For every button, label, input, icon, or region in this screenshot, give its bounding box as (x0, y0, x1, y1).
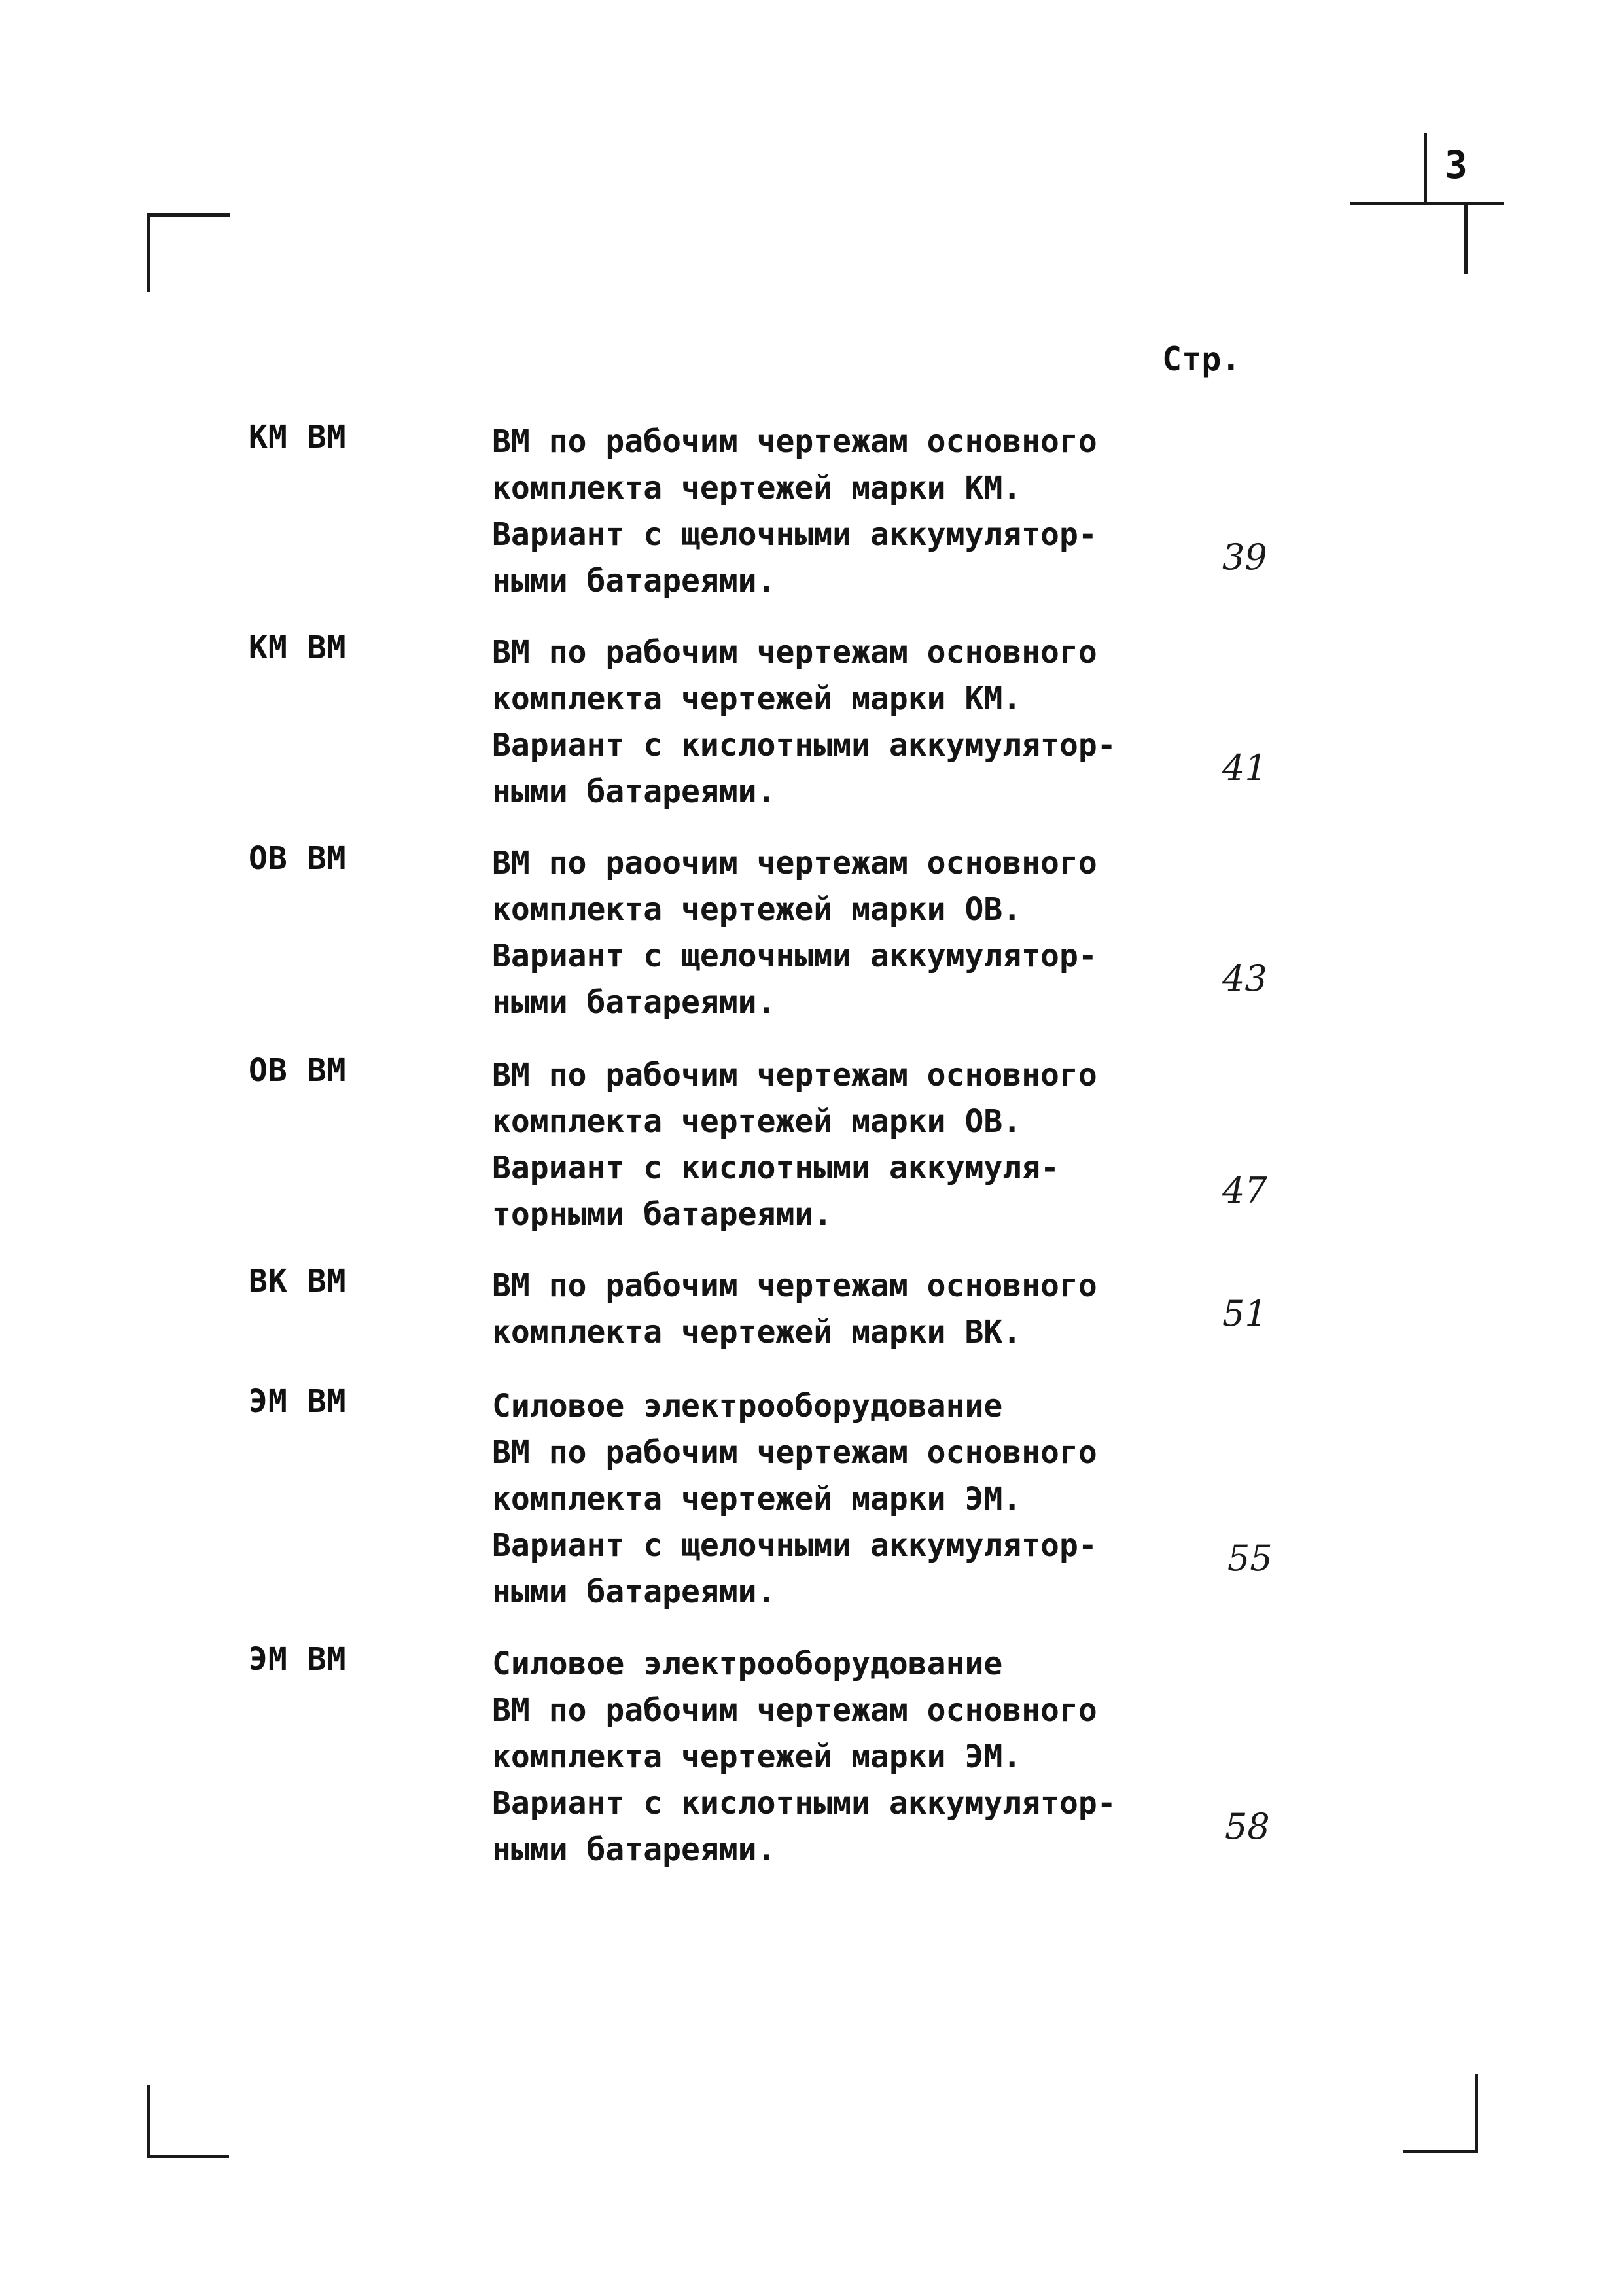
description-line: ными батареями. (492, 1831, 776, 1868)
corner-mark-bottom-right-horizontal (1403, 2150, 1478, 2153)
description-line: ВМ по раоочим чертежам основного (492, 845, 1097, 881)
description-line: ными батареями. (492, 563, 776, 599)
corner-mark-bottom-left-vertical (147, 2085, 150, 2158)
description-line: комплекта чертежей марки КМ. (492, 470, 1022, 506)
entry-description (492, 629, 1133, 815)
entry-description (492, 1263, 1133, 1356)
description-line: Вариант с кислотными аккумулятор- (492, 727, 1116, 764)
entry-description (492, 840, 1133, 1026)
page-number: 3 (1445, 143, 1468, 187)
entry-description (492, 1383, 1133, 1616)
corner-mark-top-left-horizontal (147, 213, 230, 217)
entry-description (492, 419, 1133, 605)
entry-code: ЭМ ВМ (249, 1641, 347, 1678)
entry-page-ref: 55 (1227, 1538, 1273, 1579)
corner-mark-bottom-right-vertical (1475, 2074, 1478, 2153)
entry-page-ref: 43 (1222, 958, 1267, 999)
description-line: комплекта чертежей марки ВК. (492, 1314, 1022, 1351)
description-line: Силовое электрооборудование (492, 1646, 1003, 1682)
corner-mark-bottom-left-horizontal (147, 2155, 229, 2158)
entry-description (492, 1641, 1133, 1873)
entry-code: КМ ВМ (249, 629, 347, 666)
description-line: ными батареями. (492, 984, 776, 1021)
entry-page-ref: 51 (1222, 1293, 1267, 1334)
entry-page-ref: 39 (1222, 537, 1267, 578)
entry-code: ОВ ВМ (249, 1052, 347, 1089)
corner-mark-top-left-vertical (147, 213, 150, 292)
description-line: ными батареями. (492, 1574, 776, 1610)
description-line: Вариант с щелочными аккумулятор- (492, 1527, 1097, 1564)
description-line: Вариант с кислотными аккумулятор- (492, 1785, 1116, 1822)
entry-page-ref: 47 (1222, 1170, 1267, 1211)
entry-page-ref: 41 (1222, 747, 1267, 788)
description-line: ВМ по рабочим чертежам основного (492, 634, 1097, 671)
description-line: Силовое электрооборудование (492, 1388, 1003, 1424)
description-line: комплекта чертежей марки ЭМ. (492, 1481, 1022, 1517)
page-column-header: Стр. (1162, 340, 1241, 378)
description-line: Вариант с кислотными аккумуля- (492, 1150, 1059, 1186)
description-line: комплекта чертежей марки ЭМ. (492, 1739, 1022, 1775)
entry-description (492, 1052, 1133, 1238)
entry-code: КМ ВМ (249, 419, 347, 455)
description-line: Вариант с щелочными аккумулятор- (492, 516, 1097, 553)
description-line: ными батареями. (492, 773, 776, 810)
description-line: комплекта чертежей марки КМ. (492, 680, 1022, 717)
description-line: ВМ по рабочим чертежам основного (492, 1057, 1097, 1093)
entry-code: ВК ВМ (249, 1263, 347, 1299)
page-number-frame-vertical (1424, 133, 1427, 203)
description-line: ВМ по рабочим чертежам основного (492, 1692, 1097, 1729)
description-line: комплекта чертежей марки ОВ. (492, 891, 1022, 928)
description-line: ВМ по рабочим чертежам основного (492, 1434, 1097, 1471)
corner-mark-top-right-vertical (1464, 202, 1468, 274)
description-line: Вариант с щелочными аккумулятор- (492, 938, 1097, 974)
entry-page-ref: 58 (1225, 1806, 1270, 1847)
description-line: торными батареями. (492, 1196, 833, 1233)
description-line: комплекта чертежей марки ОВ. (492, 1103, 1022, 1140)
entry-code: ОВ ВМ (249, 840, 347, 877)
description-line: ВМ по рабочим чертежам основного (492, 1267, 1097, 1304)
page-number-frame-horizontal (1350, 202, 1504, 205)
entry-code: ЭМ ВМ (249, 1383, 347, 1420)
description-line: ВМ по рабочим чертежам основного (492, 423, 1097, 460)
